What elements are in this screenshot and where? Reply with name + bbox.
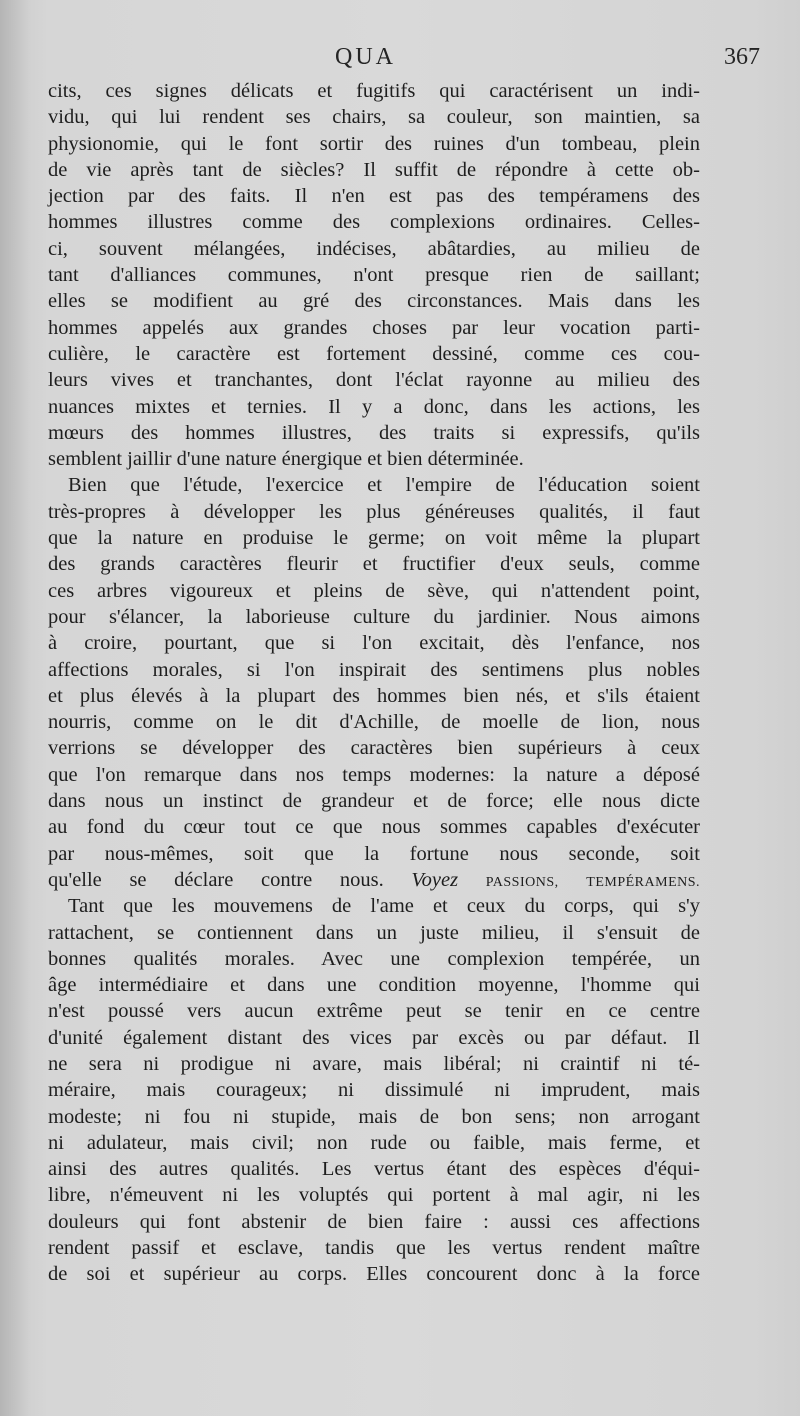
text-line: pour s'élancer, la laborieuse culture du jardinier. Nous aimons	[48, 605, 700, 628]
text-line: leurs vives et tranchantes, dont l'éclat rayonne au milieu des	[48, 369, 700, 392]
text-line: ni adulateur, mais civil; non rude ou faible, mais ferme, et	[48, 1131, 700, 1154]
text-line: verrions se développer des caractères bien supérieurs à ceux	[48, 737, 700, 760]
text-line: très-propres à développer les plus généreuses qualités, il faut	[48, 500, 700, 523]
text-line: par nous-mêmes, soit que la fortune nous seconde, soit	[48, 842, 700, 865]
text-line: méraire, mais courageux; ni dissimulé ni imprudent, mais	[48, 1079, 700, 1102]
text-line: et plus élevés à la plupart des hommes bien nés, et s'ils étaient	[48, 684, 700, 707]
text-line: ces arbres vigoureux et pleins de sève, qui n'attendent point,	[48, 579, 700, 602]
text-line: âge intermédiaire et dans une condition moyenne, l'homme qui	[48, 974, 700, 997]
text-line: à croire, pourtant, que si l'on excitait, dès l'enfance, nos	[48, 632, 700, 655]
text-line: culière, le caractère est fortement dessiné, comme ces cou-	[48, 342, 700, 365]
text-line: bonnes qualités morales. Avec une complexion tempérée, un	[48, 947, 700, 970]
text-fragment: qu'elle se déclare contre nous.	[48, 868, 384, 891]
paragraph-start-line: Bien que l'étude, l'exercice et l'empire de l'éducation soient	[68, 474, 700, 497]
text-line: vidu, qui lui rendent ses chairs, sa couleur, son maintien, sa	[48, 106, 700, 129]
text-line: que l'on remarque dans nos temps modernes: la nature a déposé	[48, 763, 700, 786]
running-head: QUA	[335, 44, 396, 70]
text-line: dans nous un instinct de grandeur et de force; elle nous dicte	[48, 790, 700, 813]
text-line: ne sera ni prodigue ni avare, mais libéral; ni craintif ni té-	[48, 1052, 700, 1075]
text-line: cits, ces signes délicats et fugitifs qui caractérisent un indi-	[48, 80, 700, 102]
crossref-line	[48, 867, 700, 893]
text-line: jection par des faits. Il n'en est pas des tempéramens des	[48, 185, 700, 208]
text-line: modeste; ni fou ni stupide, mais de bon sens; non arrogant	[48, 1105, 700, 1128]
page-fold-shadow	[0, 0, 30, 1416]
paragraph-start-line: Tant que les mouvemens de l'ame et ceux du corps, qui s'y	[68, 895, 700, 918]
text-line: rendent passif et esclave, tandis que les vertus rendent maître	[48, 1237, 700, 1260]
text-line: affections morales, si l'on inspirait des sentimens plus nobles	[48, 658, 700, 681]
crossref-passions: PASSIONS,	[485, 874, 559, 890]
body-text	[48, 78, 700, 1288]
text-line: rattachent, se contiennent dans un juste milieu, il s'ensuit de	[48, 921, 700, 944]
text-line: des grands caractères fleurir et fructifier d'eux seuls, comme	[48, 553, 700, 576]
text-line: n'est poussé vers aucun extrême peut se tenir en ce centre	[48, 1000, 700, 1023]
text-line: douleurs qui font abstenir de bien faire : aussi ces affections	[48, 1210, 700, 1233]
text-line: hommes appelés aux grandes choses par leur vocation parti-	[48, 316, 700, 339]
text-line: au fond du cœur tout ce que nous sommes capables d'exécuter	[48, 816, 700, 839]
text-line: nuances mixtes et ternies. Il y a donc, dans les actions, les	[48, 395, 700, 418]
page-number: 367	[724, 44, 760, 70]
crossref-temperamens: TEMPÉRAMENS.	[586, 874, 701, 890]
text-line: que la nature en produise le germe; on voit même la plupart	[48, 527, 700, 550]
text-line: ci, souvent mélangées, indécises, abâtardies, au milieu de	[48, 237, 700, 260]
text-line: nourris, comme on le dit d'Achille, de moelle de lion, nous	[48, 711, 700, 734]
text-line: mœurs des hommes illustres, des traits si expressifs, qu'ils	[48, 421, 700, 444]
voyez-reference: Voyez	[411, 868, 459, 891]
text-line: de soi et supérieur au corps. Elles concourent donc à la force	[48, 1263, 700, 1286]
text-line: ainsi des autres qualités. Les vertus étant des espèces d'équi-	[48, 1158, 700, 1181]
text-line: hommes illustres comme des complexions ordinaires. Celles-	[48, 211, 700, 234]
text-line: physionomie, qui le font sortir des ruines d'un tombeau, plein	[48, 132, 700, 155]
text-line: semblent jaillir d'une nature énergique et bien déterminée.	[48, 448, 524, 471]
text-line: de vie après tant de siècles? Il suffit de répondre à cette ob-	[48, 158, 700, 181]
text-line: libre, n'émeuvent ni les voluptés qui portent à mal agir, ni les	[48, 1184, 700, 1207]
text-line: d'unité également distant des vices par excès ou par défaut. Il	[48, 1026, 700, 1049]
text-line: tant d'alliances communes, n'ont presque rien de saillant;	[48, 264, 700, 287]
text-line: elles se modifient au gré des circonstances. Mais dans les	[48, 290, 700, 313]
page-header	[0, 44, 800, 80]
